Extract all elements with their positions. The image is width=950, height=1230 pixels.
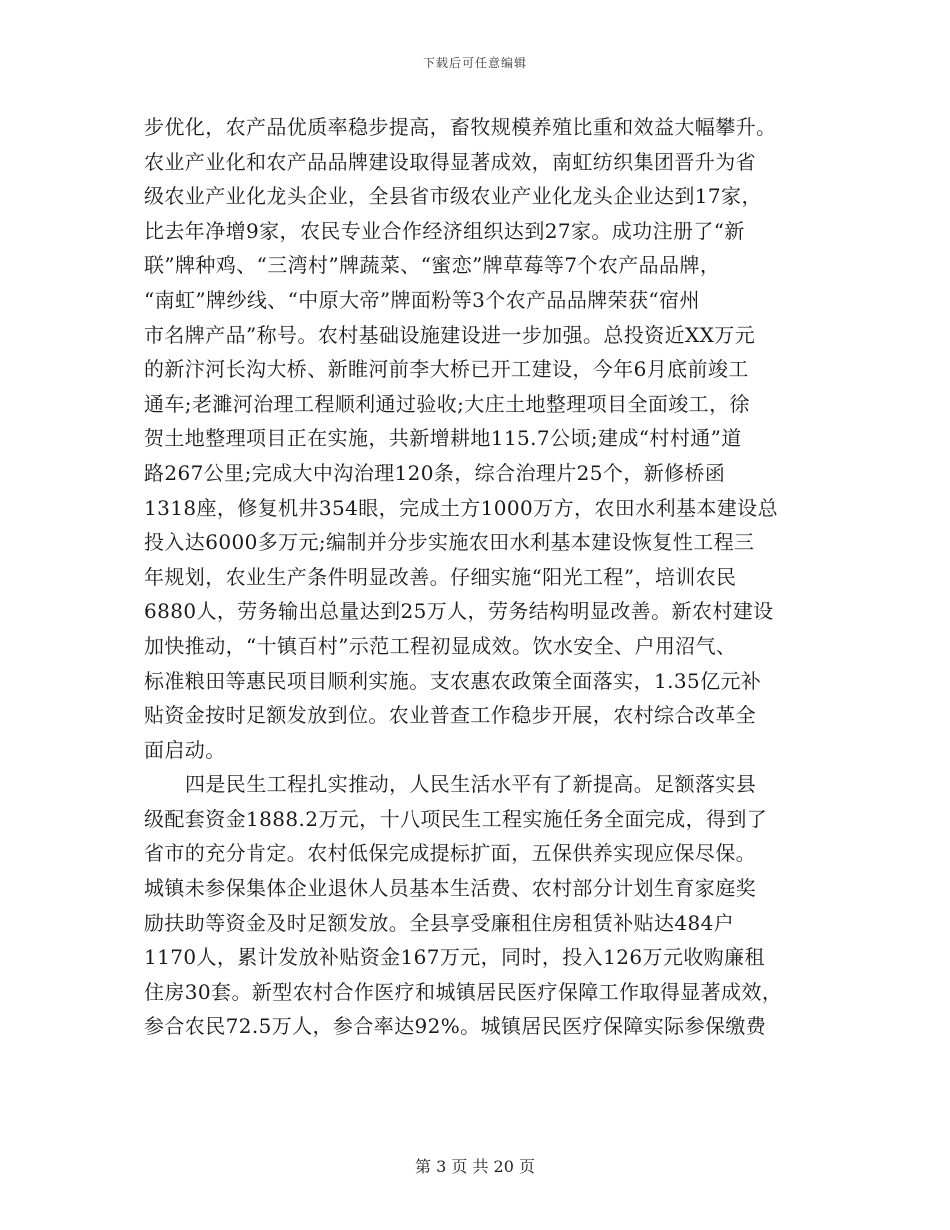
document-body	[144, 110, 814, 1044]
text-line: 城镇未参保集体企业退休人员基本生活费、农村部分计划生育家庭奖	[144, 876, 756, 901]
text-line: 励扶助等资金及时足额发放。全县享受廉租住房租赁补贴达484户	[144, 910, 735, 935]
paragraph-start-line: 四是民生工程扎实推动，人民生活水平有了新提高。足额落实县	[185, 772, 757, 797]
text-line: 农业产业化和农产品品牌建设取得显著成效，南虹纺织集团晋升为省	[144, 149, 756, 174]
text-line: 联”牌种鸡、“三湾村”牌蔬菜、“蜜恋”牌草莓等7个农产品品牌，	[144, 253, 721, 278]
text-line: 参合农民72.5万人，参合率达92%。城镇居民医疗保障实际参保缴费	[144, 1014, 767, 1039]
text-line: 的新汴河长沟大桥、新睢河前李大桥已开工建设，今年6月底前竣工	[144, 357, 749, 382]
text-line: 市名牌产品”称号。农村基础设施建设进一步加强。总投资近XX万元	[144, 322, 756, 347]
text-line: 级农业产业化龙头企业，全县省市级农业产业化龙头企业达到17家，	[144, 184, 762, 209]
text-line: 投入达6000多万元;编制并分步实施农田水利基本建设恢复性工程三	[144, 530, 755, 555]
page-header: 下载后可任意编辑	[422, 56, 527, 70]
text-line: 通车;老濉河治理工程顺利通过验收;大庄土地整理项目全面竣工，徐	[144, 391, 750, 416]
text-line: 住房30套。新型农村合作医疗和城镇居民医疗保障工作取得显著成效，	[144, 979, 783, 1004]
text-line: 6880人，劳务输出总量达到25万人，劳务结构明显改善。新农村建设	[144, 599, 774, 624]
text-line: 年规划，农业生产条件明显改善。仔细实施“阳光工程”，培训农民	[144, 564, 737, 589]
text-line: 步优化，农产品优质率稳步提高，畜牧规模养殖比重和效益大幅攀升。	[144, 115, 777, 139]
text-line: 路267公里;完成大中沟治理120条，综合治理片25个，新修桥函	[144, 460, 726, 485]
text-line: 级配套资金1888.2万元，十八项民生工程实施任务全面完成，得到了	[144, 806, 768, 831]
page-number-footer: 第 3 页 共 20 页	[415, 1157, 535, 1176]
text-line: 1170人，累计发放补贴资金167万元，同时，投入126万元收购廉租	[144, 945, 765, 970]
text-line: 省市的充分肯定。农村低保完成提标扩面，五保供养实现应保尽保。	[144, 841, 756, 866]
text-line: “南虹”牌纱线、“中原大帝”牌面粉等3个农产品品牌荣获“宿州	[144, 287, 700, 312]
text-line: 贺土地整理项目正在实施，共新增耕地115.7公顷;建成“村村通”道	[144, 426, 742, 451]
text-line: 比去年净增9家，农民专业合作经济组织达到27家。成功注册了“新	[144, 218, 745, 243]
text-line: 面启动。	[144, 737, 226, 762]
text-line: 贴资金按时足额发放到位。农业普查工作稳步开展，农村综合改革全	[144, 703, 756, 728]
text-line: 加快推动，“十镇百村”示范工程初显成效。饮水安全、户用沼气、	[144, 633, 737, 658]
text-line: 1318座，修复机井354眼，完成土方1000万方，农田水利基本建设总	[144, 495, 778, 520]
text-line: 标准粮田等惠民项目顺利实施。支农惠农政策全面落实，1.35亿元补	[144, 668, 762, 693]
